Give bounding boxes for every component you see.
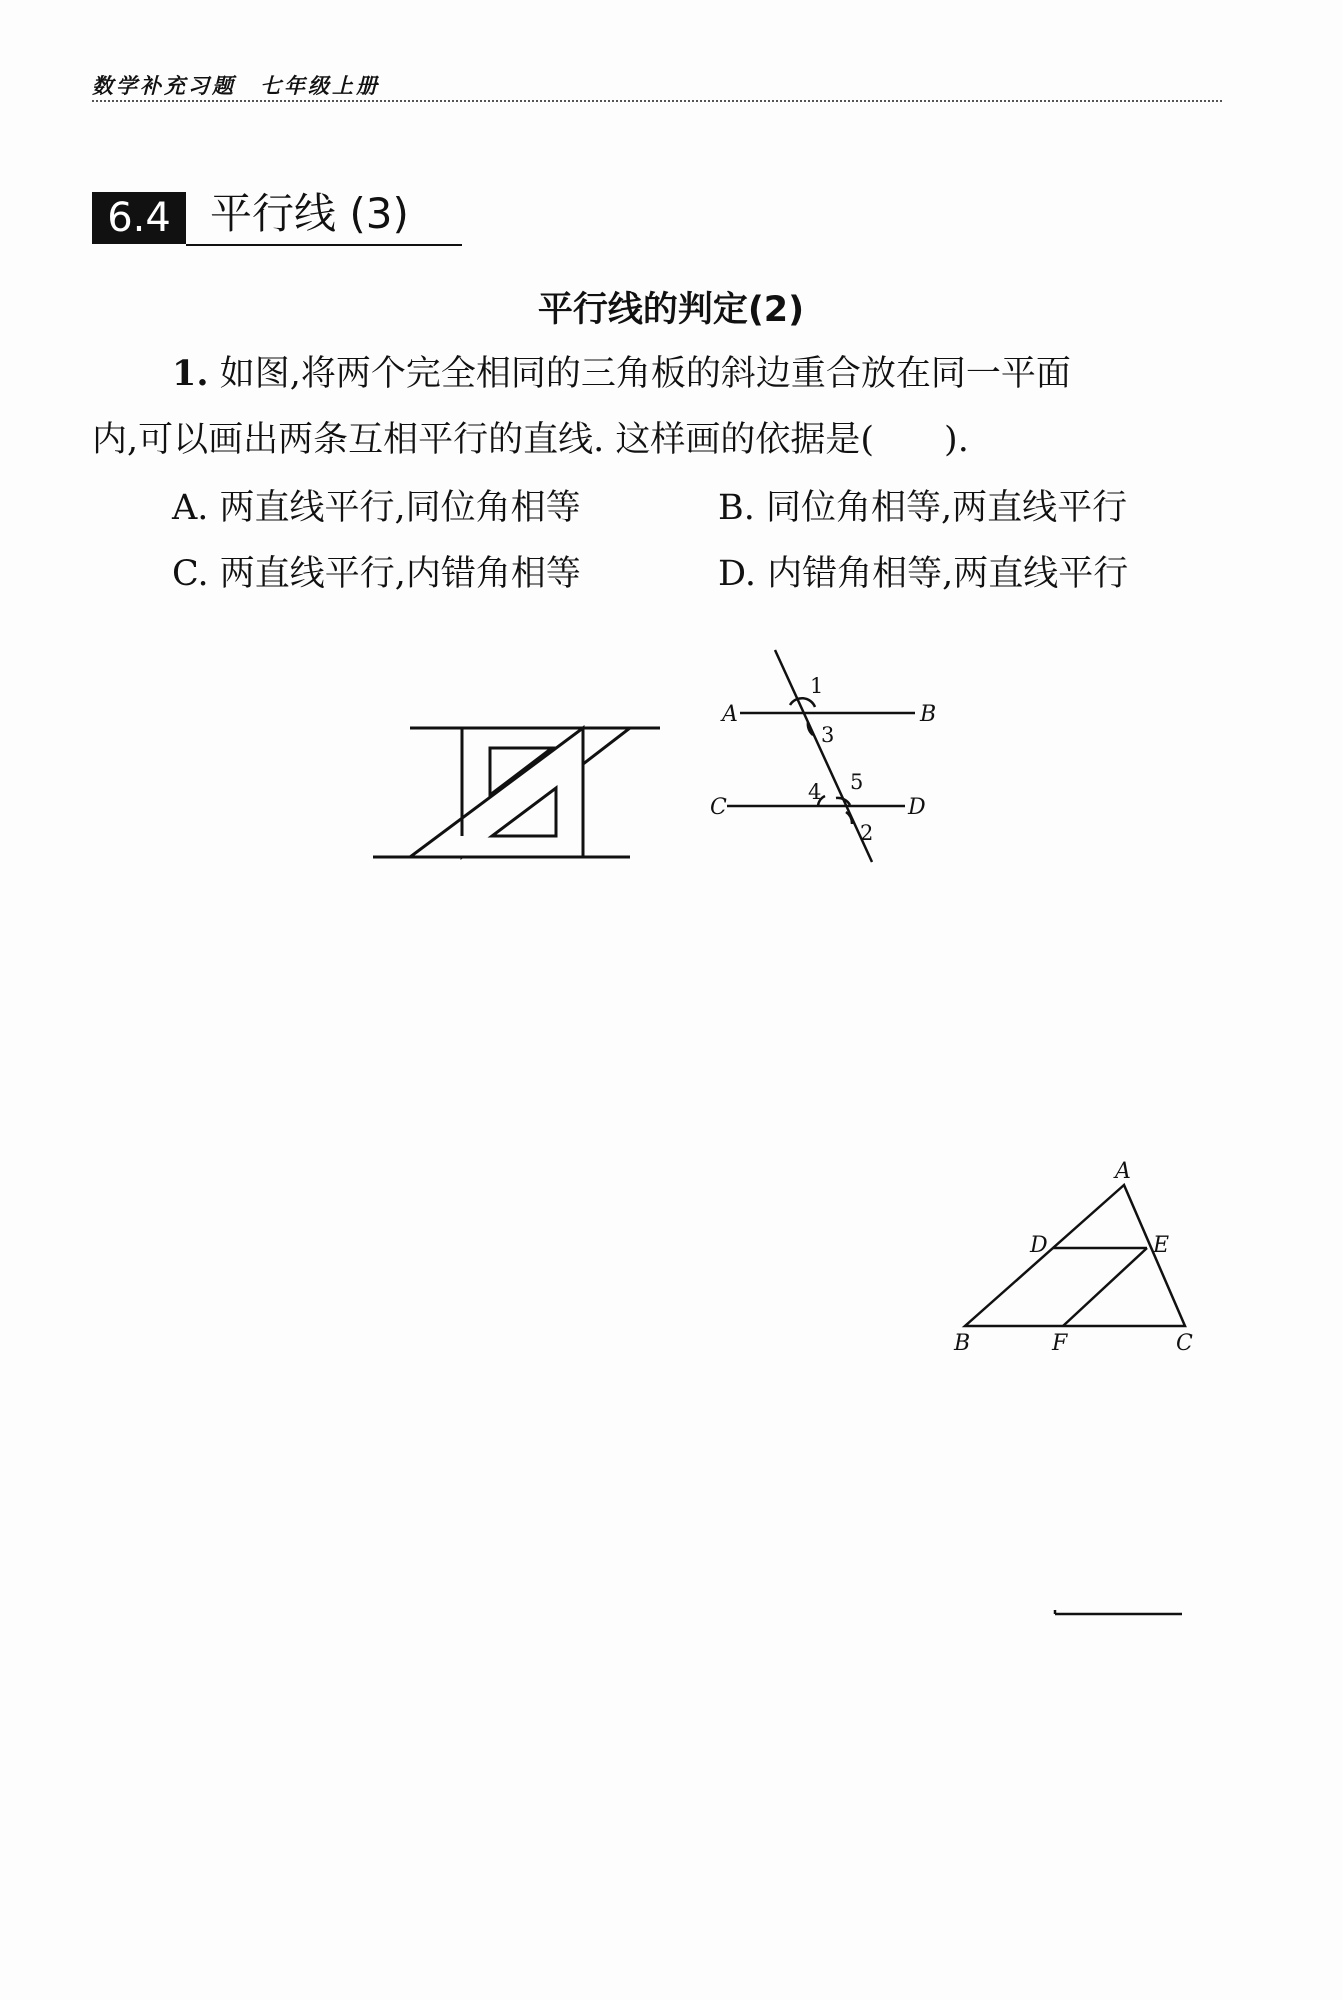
fig2-label-a: A bbox=[722, 702, 738, 727]
fig2-angle-5: 5 bbox=[850, 770, 864, 794]
fig2-transversal bbox=[775, 650, 872, 862]
book-header: 数学补充习题 七年级上册 bbox=[92, 74, 380, 98]
fig3-label-b: B bbox=[954, 1331, 971, 1356]
fig2-label-b: B bbox=[920, 702, 937, 727]
fig2-angle-4: 4 bbox=[808, 780, 822, 804]
q1-text-1: 如图,将两个完全相同的三角板的斜边重合放在同一平面 bbox=[219, 354, 1071, 394]
fig3-label-c: C bbox=[1176, 1331, 1193, 1356]
q1-line2: 内,可以画出两条互相平行的直线. 这样画的依据是( ). bbox=[92, 420, 969, 460]
q1-option-b: B. 同位角相等,两直线平行 bbox=[718, 488, 1128, 528]
fig2-label-c: C bbox=[710, 795, 727, 820]
fig2-angle-2: 2 bbox=[860, 821, 874, 845]
fig2-angle1-arc bbox=[790, 698, 815, 707]
q1-option-c: C. 两直线平行,内错角相等 bbox=[172, 554, 581, 594]
fig2-label-d: D bbox=[908, 795, 926, 820]
q1-number: 1. bbox=[172, 353, 209, 394]
section-title: 平行线 (3) bbox=[210, 189, 409, 238]
fig3-label-a: A bbox=[1115, 1159, 1131, 1184]
figure-3 bbox=[965, 1185, 1185, 1326]
fig2-angle-1: 1 bbox=[810, 674, 824, 698]
fig2-angle-3: 3 bbox=[821, 723, 835, 747]
fig3-label-f: F bbox=[1052, 1331, 1068, 1356]
lesson-subtitle: 平行线的判定(2) bbox=[537, 290, 805, 330]
figure-1 bbox=[373, 728, 660, 857]
q1-option-d: D. 内错角相等,两直线平行 bbox=[718, 554, 1129, 594]
fig3-label-d: D bbox=[1030, 1233, 1048, 1258]
figure-4 bbox=[1055, 1610, 1182, 1614]
fig3-triangle-abc bbox=[965, 1185, 1185, 1326]
section-number: 6.4 bbox=[92, 192, 186, 244]
fig3-segment-ef bbox=[1063, 1248, 1147, 1326]
q1-option-a: A. 两直线平行,同位角相等 bbox=[172, 488, 581, 528]
fig3-label-e: E bbox=[1153, 1233, 1170, 1258]
